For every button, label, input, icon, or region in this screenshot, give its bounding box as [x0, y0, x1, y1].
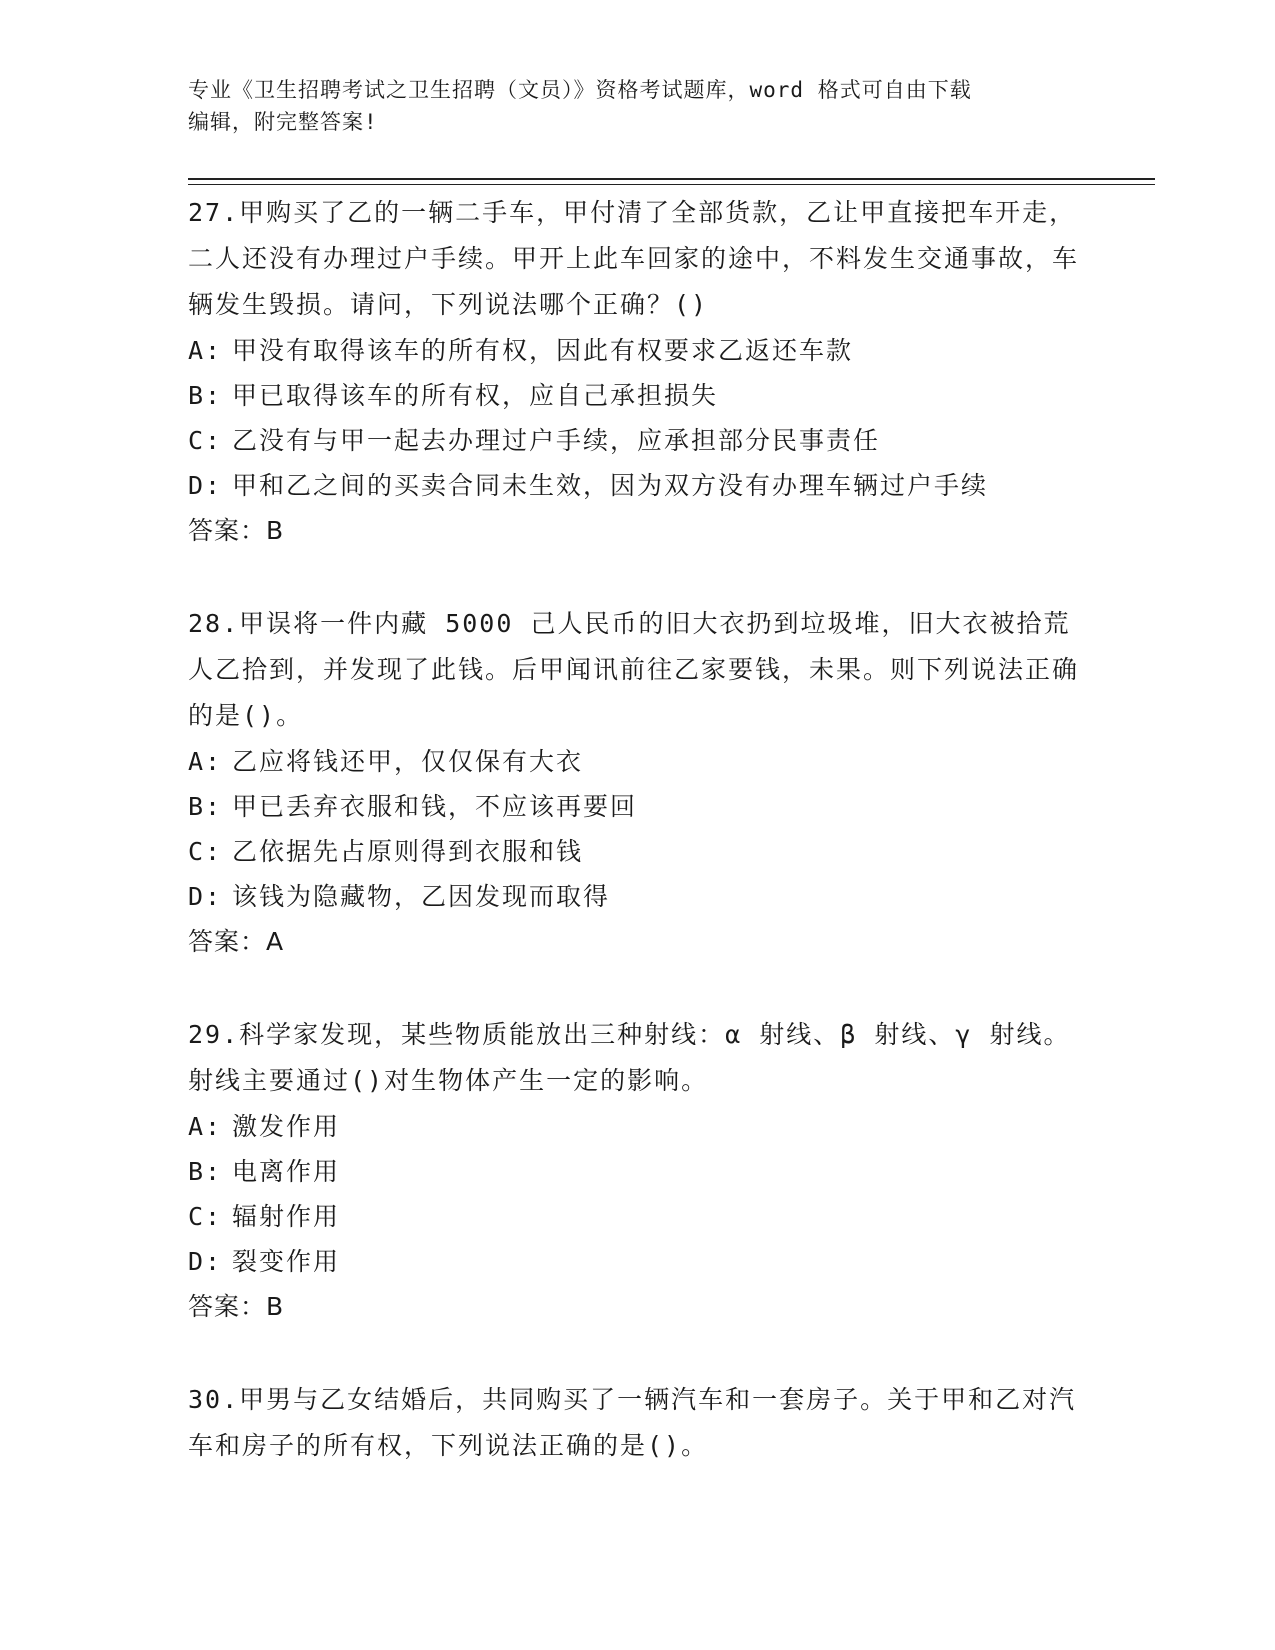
question-29 — [188, 1012, 1088, 1330]
header-divider-thick — [188, 178, 1155, 180]
question-stem: 29.科学家发现，某些物质能放出三种射线：α 射线、β 射线、γ 射线。射线主要通过()对生物体产生一定的影响。 — [188, 1020, 1071, 1095]
option-d: D: 裂变作用 — [188, 1247, 341, 1276]
answer: 答案：B — [188, 516, 285, 545]
header-divider-thin — [188, 184, 1155, 185]
question-27 — [188, 190, 1088, 554]
option-d: D: 该钱为隐藏物，乙因发现而取得 — [188, 882, 611, 911]
option-a: A: 激发作用 — [188, 1112, 341, 1141]
question-stem: 28.甲误将一件内藏 5000 己人民币的旧大衣扔到垃圾堆，旧大衣被拾荒人乙拾到，并发现了此钱。后甲闻讯前往乙家要钱，未果。则下列说法正确的是()。 — [188, 609, 1080, 730]
option-b: B: 甲已取得该车的所有权，应自己承担损失 — [188, 381, 719, 410]
document-header — [188, 74, 1068, 138]
question-28 — [188, 601, 1088, 965]
option-c: C: 乙依据先占原则得到衣服和钱 — [188, 837, 584, 866]
question-30 — [188, 1377, 1088, 1469]
option-a: A: 甲没有取得该车的所有权，因此有权要求乙返还车款 — [188, 336, 854, 365]
header-line-1: 专业《卫生招聘考试之卫生招聘（文员）》资格考试题库，word 格式可自由下载 — [188, 78, 972, 102]
answer: 答案：B — [188, 1292, 285, 1321]
option-c: C: 辐射作用 — [188, 1202, 341, 1231]
question-stem: 27.甲购买了乙的一辆二手车，甲付清了全部货款，乙让甲直接把车开走，二人还没有办理过户手续。甲开上此车回家的途中，不料发生交通事故，车辆发生毁损。请问，下列说法哪个正确？() — [188, 198, 1080, 319]
answer: 答案：A — [188, 927, 285, 956]
option-d: D: 甲和乙之间的买卖合同未生效，因为双方没有办理车辆过户手续 — [188, 471, 989, 500]
option-b: B: 电离作用 — [188, 1157, 341, 1186]
question-list — [188, 190, 1088, 1516]
option-a: A: 乙应将钱还甲，仅仅保有大衣 — [188, 747, 584, 776]
option-b: B: 甲已丢弃衣服和钱，不应该再要回 — [188, 792, 638, 821]
option-c: C: 乙没有与甲一起去办理过户手续，应承担部分民事责任 — [188, 426, 881, 455]
header-line-2: 编辑，附完整答案! — [188, 110, 378, 134]
question-stem: 30.甲男与乙女结婚后，共同购买了一辆汽车和一套房子。关于甲和乙对汽车和房子的所有权，下列说法正确的是()。 — [188, 1385, 1077, 1460]
